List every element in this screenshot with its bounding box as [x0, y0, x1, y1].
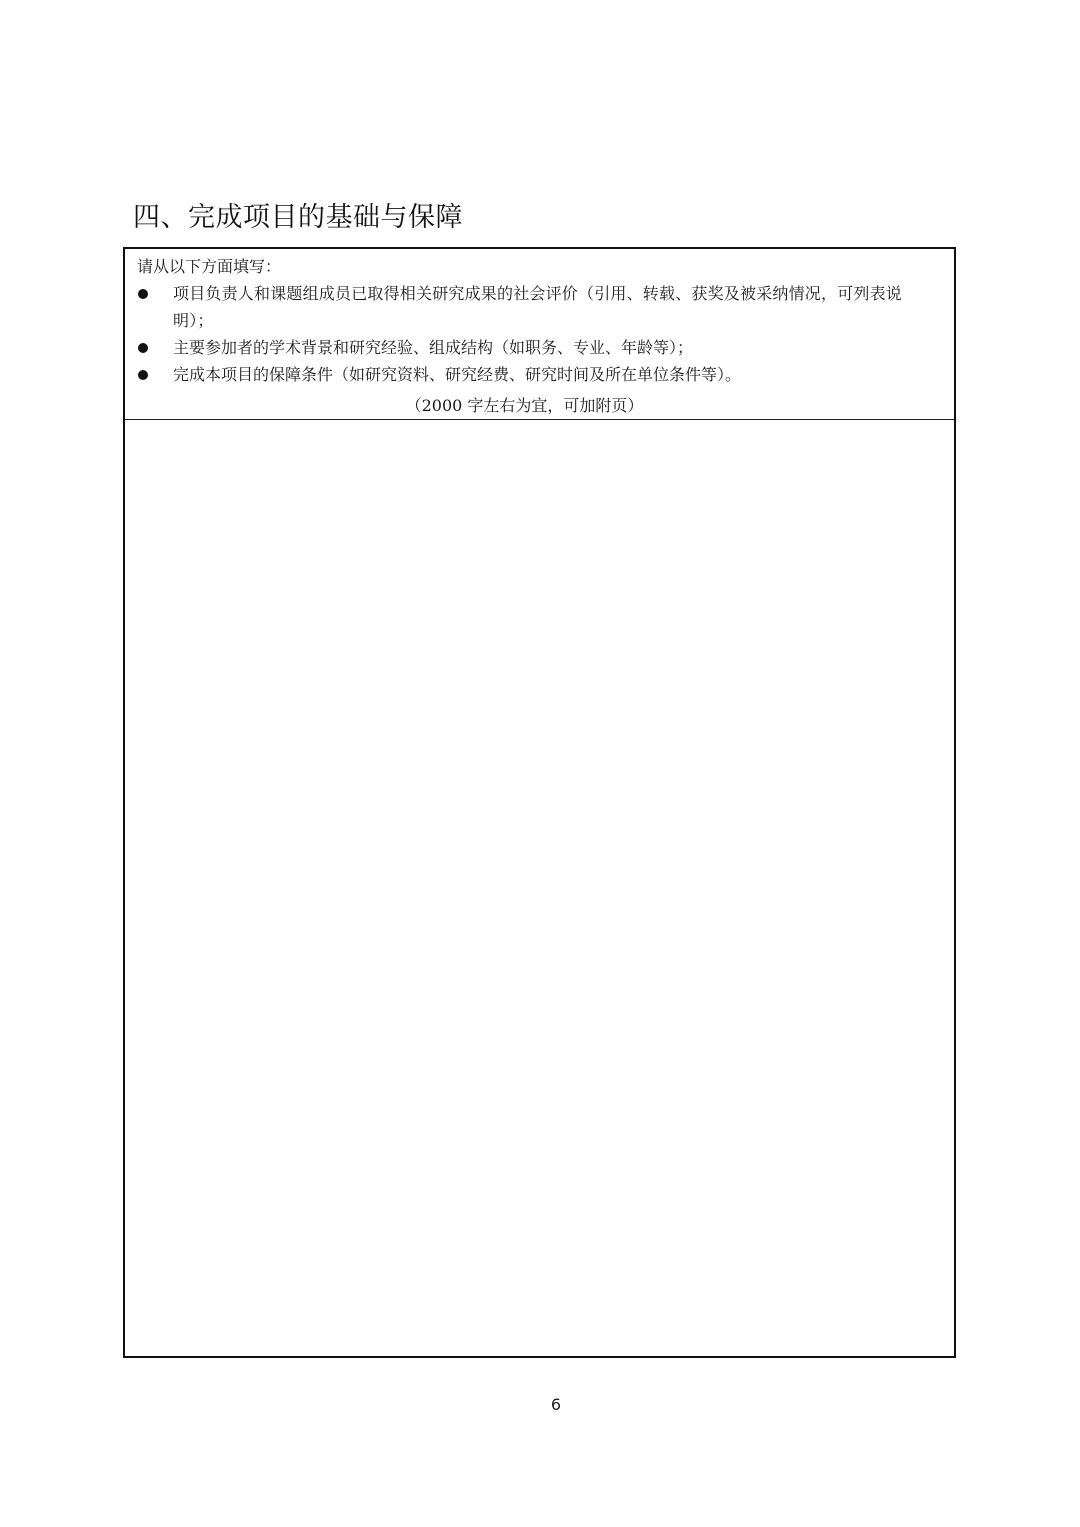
list-item-text: 完成本项目的保障条件（如研究资料、研究经费、研究时间及所在单位条件等）。 — [173, 365, 742, 384]
list-item — [125, 361, 954, 388]
instructions-list — [125, 280, 954, 388]
bullet-icon — [138, 343, 148, 353]
list-item — [125, 334, 954, 361]
bullet-icon — [138, 370, 148, 380]
list-item — [125, 280, 954, 334]
list-item-text: 项目负责人和课题组成员已取得相关研究成果的社会评价（引用、转载、获奖及被采纳情况，可列表说明）； — [173, 284, 903, 330]
bullet-icon — [138, 289, 148, 299]
answer-area[interactable] — [125, 420, 954, 1356]
length-note: （2000 字左右为宜，可加附页） — [405, 396, 644, 415]
instructions-cell — [125, 249, 954, 420]
form-table — [123, 247, 956, 1358]
instructions-intro: 请从以下方面填写： — [137, 257, 282, 276]
page-number: 6 — [550, 1395, 562, 1414]
section-title: 四、完成项目的基础与保障 — [133, 202, 463, 233]
list-item-text: 主要参加者的学术背景和研究经验、组成结构（如职务、专业、年龄等）； — [173, 338, 694, 357]
